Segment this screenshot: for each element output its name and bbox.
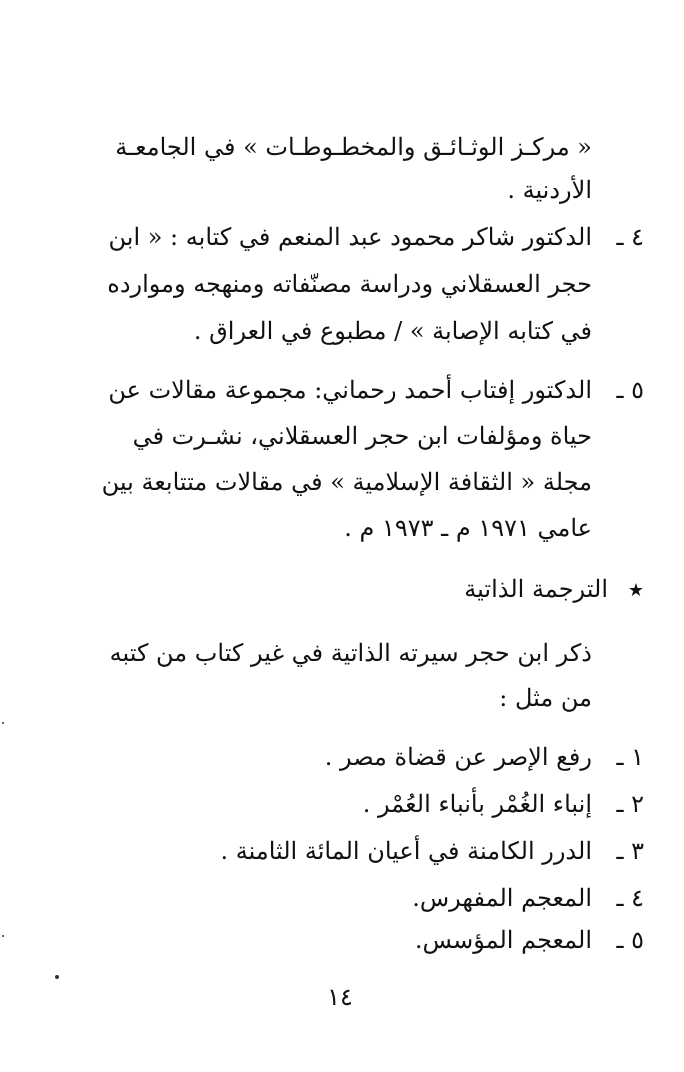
- section-intro-line-1: ذكر ابن حجر سيرته الذاتية في غير كتاب من كتبه: [109, 639, 592, 667]
- item5-line-4: عامي ١٩٧١ م ـ ١٩٧٣ م .: [344, 514, 592, 542]
- item5-line-1: الدكتور إفتاب أحمد رحماني: مجموعة مقالات عن: [108, 376, 592, 404]
- item5-line-2: حياة ومؤلفات ابن حجر العسقلاني، نشـرت في: [132, 422, 592, 450]
- item4-number: ٤ ـ: [616, 223, 644, 251]
- item4-line-2: حجر العسقلاني ودراسة مصنّفاته ومنهجه وموارده: [107, 270, 592, 298]
- book-1-number: ١ ـ: [616, 743, 644, 771]
- book-2-number: ٢ ـ: [616, 790, 644, 818]
- intro-line-2: الأردنية .: [507, 176, 592, 204]
- scan-speck: [2, 722, 4, 724]
- item5-line-3: مجلة « الثقافة الإسلامية » في مقالات متتابعة بين: [101, 468, 592, 496]
- book-5-title: المعجم المؤسس.: [414, 926, 592, 954]
- book-4-title: المعجم المفهرس.: [412, 884, 592, 912]
- book-4-number: ٤ ـ: [616, 884, 644, 912]
- section-heading: الترجمة الذاتية: [464, 575, 608, 603]
- item4-line-3: في كتابه الإصابة » / مطبوع في العراق .: [193, 317, 592, 345]
- book-5-number: ٥ ـ: [616, 926, 644, 954]
- book-2-title: إنباء الغُمْر بأنباء العُمْر .: [362, 790, 592, 818]
- section-intro-line-2: من مثل :: [499, 684, 592, 712]
- star-icon: ★: [627, 580, 644, 601]
- scan-speck: [55, 975, 59, 979]
- page-number: ١٤: [327, 983, 353, 1011]
- item5-number: ٥ ـ: [616, 376, 644, 404]
- book-3-number: ٣ ـ: [616, 837, 644, 865]
- item4-line-1: الدكتور شاكر محمود عبد المنعم في كتابه : « ابن: [108, 223, 592, 251]
- intro-line-1: « مركـز الوثـائـق والمخطـوطـات » في الجامعـة: [115, 133, 592, 161]
- book-3-title: الدرر الكامنة في أعيان المائة الثامنة .: [220, 837, 592, 865]
- scan-speck: [2, 935, 4, 937]
- book-1-title: رفع الإصر عن قضاة مصر .: [324, 743, 592, 771]
